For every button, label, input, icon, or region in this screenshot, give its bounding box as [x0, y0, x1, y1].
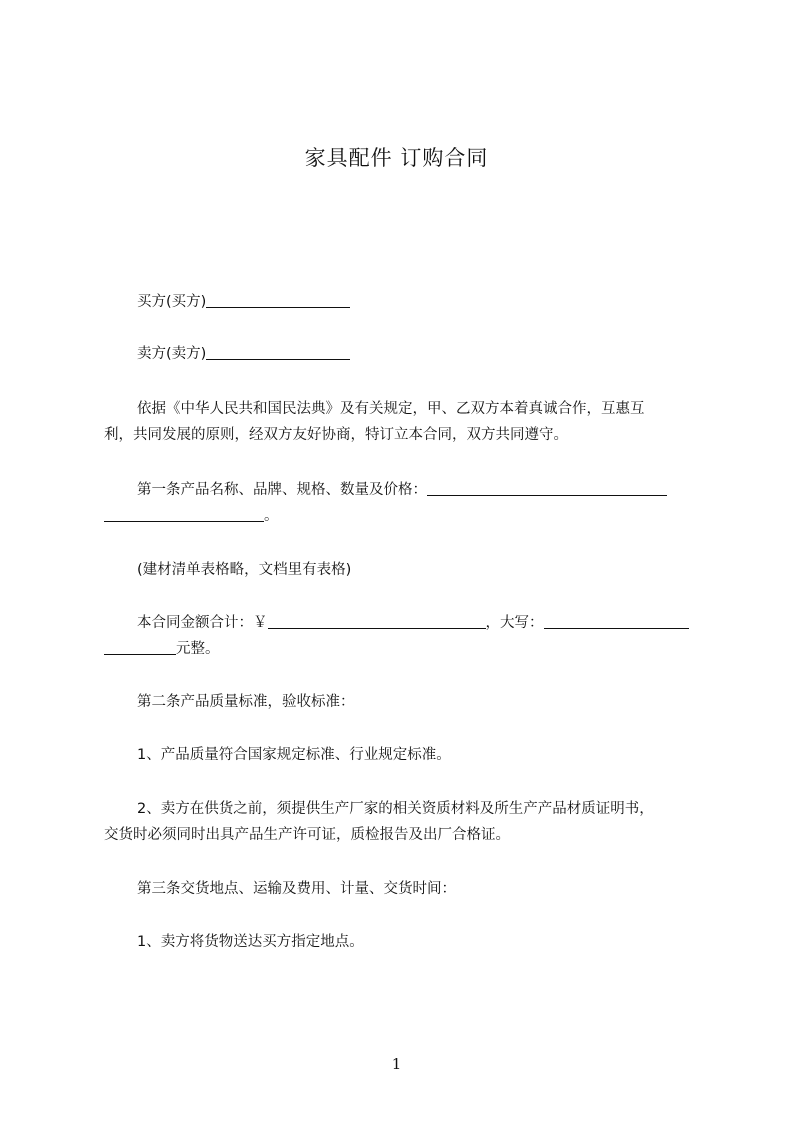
article-1-blank-1[interactable]	[427, 480, 667, 496]
article-1-continuation	[104, 506, 704, 526]
seller-line	[104, 344, 737, 364]
article-2-item-2-line-1: 2、卖方在供货之前，须提供生产厂家的相关资质材料及所生产产品材质证明书，	[137, 801, 654, 817]
article-1-heading-line	[104, 480, 737, 500]
capital-amount-blank[interactable]	[544, 613, 689, 629]
seller-label: 卖方(卖方)	[137, 346, 207, 362]
article-1-blank-2[interactable]	[104, 506, 264, 522]
total-amount-blank[interactable]	[268, 613, 486, 629]
capital-label: ，大写：	[485, 615, 544, 631]
table-omitted-note: (建材清单表格略，文档里有表格)	[137, 562, 352, 578]
article-2-heading: 第二条产品质量标准，验收标准：	[137, 694, 355, 710]
total-amount-line	[104, 613, 737, 633]
intro-paragraph-line-2: 利，共同发展的原则，经双方友好协商，特订立本合同，双方共同遵守。	[104, 427, 568, 443]
article-3-item-1: 1、卖方将货物送达买方指定地点。	[137, 934, 364, 950]
total-amount-continuation	[104, 639, 704, 659]
contract-title: 家具配件 订购合同	[304, 146, 489, 170]
page-number: 1	[391, 1055, 402, 1073]
total-label: 本合同金额合计：￥	[137, 615, 268, 631]
buyer-line	[104, 292, 737, 312]
buyer-blank[interactable]	[206, 292, 350, 308]
article-2-item-1: 1、产品质量符合国家规定标准、行业规定标准。	[137, 747, 451, 763]
seller-blank[interactable]	[206, 344, 350, 360]
article-2-item-2-line-2: 交货时必须同时出具产品生产许可证，质检报告及出厂合格证。	[104, 827, 510, 843]
total-suffix: 元整。	[176, 641, 220, 657]
article-3-heading: 第三条交货地点、运输及费用、计量、交货时间：	[137, 881, 456, 897]
buyer-label: 买方(买方)	[137, 294, 207, 310]
article-1-heading: 第一条产品名称、品牌、规格、数量及价格：	[137, 482, 427, 498]
capital-amount-blank-2[interactable]	[104, 639, 176, 655]
intro-paragraph-line-1: 依据《中华人民共和国民法典》及有关规定，甲、乙双方本着真诚合作，互惠互	[137, 401, 645, 417]
article-1-end: 。	[264, 508, 279, 524]
